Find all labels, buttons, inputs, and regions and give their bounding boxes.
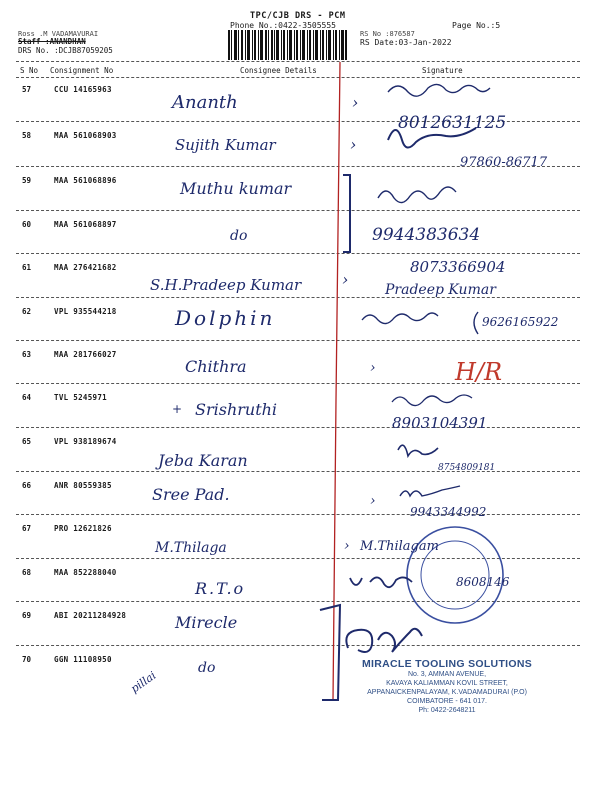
hand-name: Mirecle [175,613,238,632]
barcode [228,30,348,60]
table-row [0,253,600,299]
stamp-address-line: APPANAICKENPALAYAM, K.VADAMADURAI (P.O) [367,689,527,696]
hand-name: Chithra [185,357,247,376]
hand-phone: 9943344992 [410,505,487,519]
hand-name: Muthu kumar [180,179,292,198]
hand-name: R.T.o [195,579,246,598]
table-row [0,166,600,212]
column-header-signature: Signature [422,66,463,75]
hand-signature: Pradeep Kumar [385,282,496,298]
hand-name: Sree Pad. [152,485,230,504]
hand-arrow: › [350,135,357,154]
consignment-number: MAA 561068897 [54,220,117,229]
company-stamp [342,658,552,715]
divider [16,61,580,62]
consignment-number: VPL 935544218 [54,307,117,316]
hand-ditto: do [230,228,248,244]
table-row [0,383,600,429]
hand-name: S.H.Pradeep Kumar [150,276,302,294]
table-row [0,75,600,121]
table-row [0,427,600,473]
column-header-sno: S No [20,66,39,75]
hand-ditto: do [198,660,216,676]
hand-phone: 8754809181 [438,463,496,473]
consignment-number: VPL 938189674 [54,437,117,446]
rs-number: RS No :876587 [360,30,415,38]
hand-name: Dolphin [175,306,276,330]
staff-name: Staff :ANANDHAN [18,37,86,46]
table-row [0,297,600,343]
hand-phone: 9626165922 [482,315,559,329]
hand-note: H/R [455,358,503,386]
hand-arrow: › [370,493,376,509]
table-row [0,210,600,256]
hand-arrow: › [352,93,359,112]
page-number: Page No.:5 [452,21,501,30]
hand-phone: 9944383634 [372,225,481,245]
hand-arrow: › [344,538,350,554]
serial-number: 64 [22,393,32,402]
stamp-city: COIMBATORE - 641 017. [407,698,487,705]
hand-name: Jeba Karan [158,451,248,470]
hand-arrow: › [370,360,376,376]
serial-number: 61 [22,263,32,272]
table-row [0,340,600,386]
serial-number: 59 [22,176,32,185]
consignment-number: ANR 80559385 [54,481,112,490]
serial-number: 57 [22,85,32,94]
hand-phone: 8073366904 [410,258,506,276]
hand-phone: 8012631125 [398,113,507,133]
route-label: Ross .M VADAMAVURAI [18,30,99,38]
stamp-address-line: KAVAYA KALIAMMAN KOVIL STREET, [386,680,508,687]
column-header-consignment: Consignment No [50,66,114,75]
stamp-company-name: MIRACLE TOOLING SOLUTIONS [361,658,533,670]
hand-plus: + [172,402,183,416]
hand-name: Ananth [172,92,238,113]
drs-number: DRS No. :DCJB87059205 [18,46,113,55]
hand-arrow: › [342,270,349,289]
hand-signature: M.Thilagam [360,539,439,554]
rs-date: RS Date:03-Jan-2022 [360,38,452,47]
serial-number: 67 [22,524,32,533]
stamp-phone: Ph: 0422-2648211 [418,707,476,714]
consignment-number: MAA 561068896 [54,176,117,185]
phone-number: Phone No.:0422-3505555 [230,21,336,30]
table-row [0,514,600,560]
serial-number: 70 [22,655,32,664]
hand-name: Sujith Kumar [175,136,276,154]
table-row [0,471,600,517]
consignment-number: MAA 561068903 [54,131,117,140]
hand-name: pillai [128,668,159,696]
table-row [0,558,600,604]
hand-phone: 97860-86717 [460,155,548,170]
hand-name: Srishruthi [195,400,278,419]
hand-phone: 8903104391 [392,414,488,432]
consignment-number: CCU 14165963 [54,85,112,94]
column-header-details: Consignee Details [240,66,317,75]
consignment-number: PRO 12621826 [54,524,112,533]
hand-name: M.Thilaga [155,540,227,556]
serial-number: 63 [22,350,32,359]
sheet-title: TPC/CJB DRS - PCM [250,11,346,21]
consignment-number: MAA 852288040 [54,568,117,577]
consignment-number: TVL 5245971 [54,393,107,402]
table-row [0,601,600,647]
consignment-number: GGN 11108950 [54,655,112,664]
stamp-address-line: No. 3, AMMAN AVENUE, [407,671,487,678]
serial-number: 58 [22,131,32,140]
consignment-number: MAA 281766027 [54,350,117,359]
consignment-number: MAA 276421682 [54,263,117,272]
serial-number: 68 [22,568,32,577]
serial-number: 69 [22,611,32,620]
serial-number: 62 [22,307,32,316]
hand-phone: 8608146 [456,575,510,589]
serial-number: 60 [22,220,32,229]
serial-number: 66 [22,481,32,490]
serial-number: 65 [22,437,32,446]
table-row [0,121,600,167]
consignment-number: ABI 20211284928 [54,611,127,620]
